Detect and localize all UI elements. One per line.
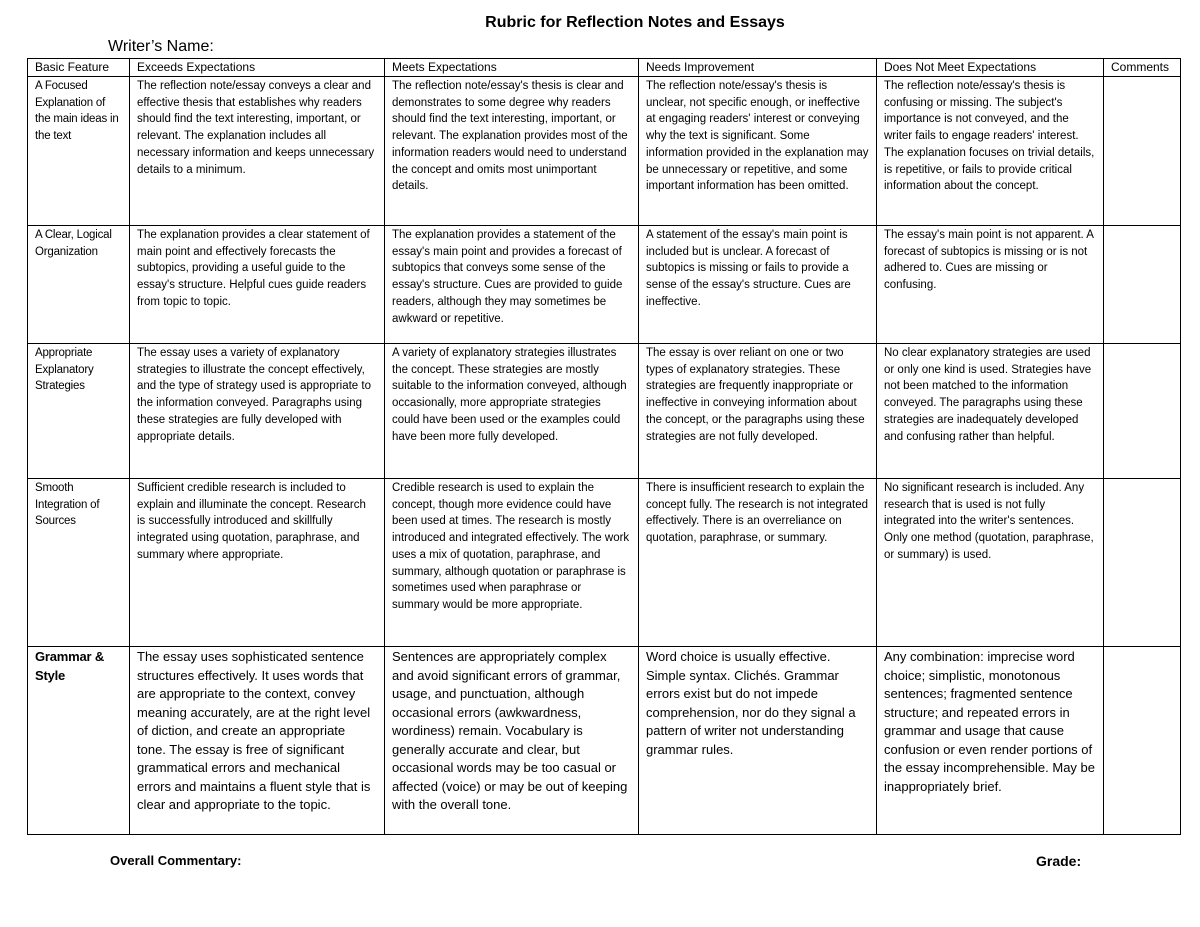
needs-cell: The essay is over reliant on one or two types of explanatory strategies. These strategies are frequently inappropriate or ineffective in conveying information about the concept, or the paragraphs using these strategies are not fully developed. bbox=[639, 344, 877, 479]
table-row bbox=[28, 647, 1181, 835]
not-meet-cell: Any combination: imprecise word choice; simplistic, monotonous sentences; fragmented sentence structure; and repeated errors in grammar and usage that cause confusion or even render portions of the essay incomprehensible. May be inappropriately brief. bbox=[877, 647, 1104, 835]
header-exceeds: Exceeds Expectations bbox=[130, 59, 385, 77]
meets-cell: Sentences are appropriately complex and avoid significant errors of grammar, usage, and punctuation, although occasional errors (awkwardness, wordiness) remain. Vocabulary is generally accurate and clear, but occasional words may be too casual or affected (voice) or may be out of keeping with the overall tone. bbox=[385, 647, 639, 835]
header-meets: Meets Expectations bbox=[385, 59, 639, 77]
comments-cell[interactable] bbox=[1104, 226, 1181, 344]
exceeds-cell: The reflection note/essay conveys a clear and effective thesis that establishes why readers should find the text interesting, important, or relevant. The explanation includes all necessary information and keeps unnecessary details to a minimum. bbox=[130, 77, 385, 226]
needs-cell: There is insufficient research to explain the concept fully. The research is not integrated effectively. There is an overreliance on quotation, paraphrase, or summary. bbox=[639, 479, 877, 647]
comments-cell[interactable] bbox=[1104, 479, 1181, 647]
feature-cell: A Focused Explanation of the main ideas in the text bbox=[28, 77, 130, 226]
header-does-not-meet: Does Not Meet Expectations bbox=[877, 59, 1104, 77]
writer-name-label: Writer’s Name: bbox=[108, 38, 214, 55]
exceeds-cell: The essay uses sophisticated sentence structures effectively. It uses words that are appropriate to the context, convey meaning accurately, are at the right level of diction, and create an appropriate tone. The essay is free of significant grammatical errors and mechanical errors and maintains a fluent style that is clear and appropriate to the topic. bbox=[130, 647, 385, 835]
feature-cell: Smooth Integration of Sources bbox=[28, 479, 130, 647]
header-needs-improvement: Needs Improvement bbox=[639, 59, 877, 77]
meets-cell: The reflection note/essay's thesis is clear and demonstrates to some degree why readers should find the text interesting, important, or relevant. The explanation provides most of the information readers would need to understand the concept and omits most unimportant details. bbox=[385, 77, 639, 226]
header-comments: Comments bbox=[1104, 59, 1181, 77]
comments-cell[interactable] bbox=[1104, 344, 1181, 479]
not-meet-cell: No clear explanatory strategies are used or only one kind is used. Strategies have not been matched to the information conveyed. The paragraphs using these strategies are inadequately developed and confusing rather than helpful. bbox=[877, 344, 1104, 479]
needs-cell: Word choice is usually effective. Simple syntax. Clichés. Grammar errors exist but do not impede comprehension, nor do they signal a pattern of writer not understanding grammar rules. bbox=[639, 647, 877, 835]
exceeds-cell: The essay uses a variety of explanatory strategies to illustrate the concept effectively, and the type of strategy used is appropriate to the information conveyed. Paragraphs using these strategies are fully developed with appropriate details. bbox=[130, 344, 385, 479]
header-row bbox=[28, 59, 1181, 77]
comments-cell[interactable] bbox=[1104, 77, 1181, 226]
header-basic-feature: Basic Feature bbox=[28, 59, 130, 77]
exceeds-cell: The explanation provides a clear statement of main point and effectively forecasts the subtopics, providing a useful guide to the essay's structure. Helpful cues guide readers from topic to topic. bbox=[130, 226, 385, 344]
table-row bbox=[28, 479, 1181, 647]
feature-cell: Appropriate Explanatory Strategies bbox=[28, 344, 130, 479]
feature-cell: A Clear, Logical Organization bbox=[28, 226, 130, 344]
exceeds-cell: Sufficient credible research is included to explain and illuminate the concept. Research is successfully introduced and skillfully integrated using quotation, paraphrase, and summary where appropriate. bbox=[130, 479, 385, 647]
feature-cell: Grammar & Style bbox=[28, 647, 130, 835]
needs-cell: A statement of the essay's main point is included but is unclear. A forecast of subtopics is missing or fails to provide a sense of the essay's structure. Cues are ineffective. bbox=[639, 226, 877, 344]
rubric-table bbox=[27, 58, 1181, 835]
comments-cell[interactable] bbox=[1104, 647, 1181, 835]
not-meet-cell: The reflection note/essay's thesis is confusing or missing. The subject's importance is not conveyed, and the writer fails to engage readers' interest. The explanation focuses on trivial details, is repetitive, or fails to provide critical information about the concept. bbox=[877, 77, 1104, 226]
page-title: Rubric for Reflection Notes and Essays bbox=[485, 14, 785, 31]
not-meet-cell: The essay's main point is not apparent. A forecast of subtopics is missing or is not adhered to. Cues are missing or confusing. bbox=[877, 226, 1104, 344]
meets-cell: Credible research is used to explain the concept, though more evidence could have been used at times. The research is mostly introduced and integrated effectively. The work uses a mix of quotation, paraphrase, and summary, although quotation or paraphrase is sometimes used when paraphrase or summary would be more appropriate. bbox=[385, 479, 639, 647]
table-row bbox=[28, 344, 1181, 479]
not-meet-cell: No significant research is included. Any research that is used is not fully integrated into the writer's sentences. Only one method (quotation, paraphrase, or summary) is used. bbox=[877, 479, 1104, 647]
meets-cell: The explanation provides a statement of the essay's main point and provides a forecast of subtopics that conveys some sense of the essay's structure. Cues are provided to guide readers, although they may sometimes be awkward or repetitive. bbox=[385, 226, 639, 344]
meets-cell: A variety of explanatory strategies illustrates the concept. These strategies are mostly suitable to the information conveyed, although occasionally, more appropriate strategies could have been used or the examples could have been more fully developed. bbox=[385, 344, 639, 479]
needs-cell: The reflection note/essay's thesis is unclear, not specific enough, or ineffective at engaging readers' interest or conveying why the text is significant. Some information provided in the explanation may be unnecessary or repetitive, and some important information has been omitted. bbox=[639, 77, 877, 226]
table-row bbox=[28, 77, 1181, 226]
table-row bbox=[28, 226, 1181, 344]
overall-commentary-label: Overall Commentary: bbox=[110, 853, 242, 868]
grade-label: Grade: bbox=[1036, 853, 1082, 869]
